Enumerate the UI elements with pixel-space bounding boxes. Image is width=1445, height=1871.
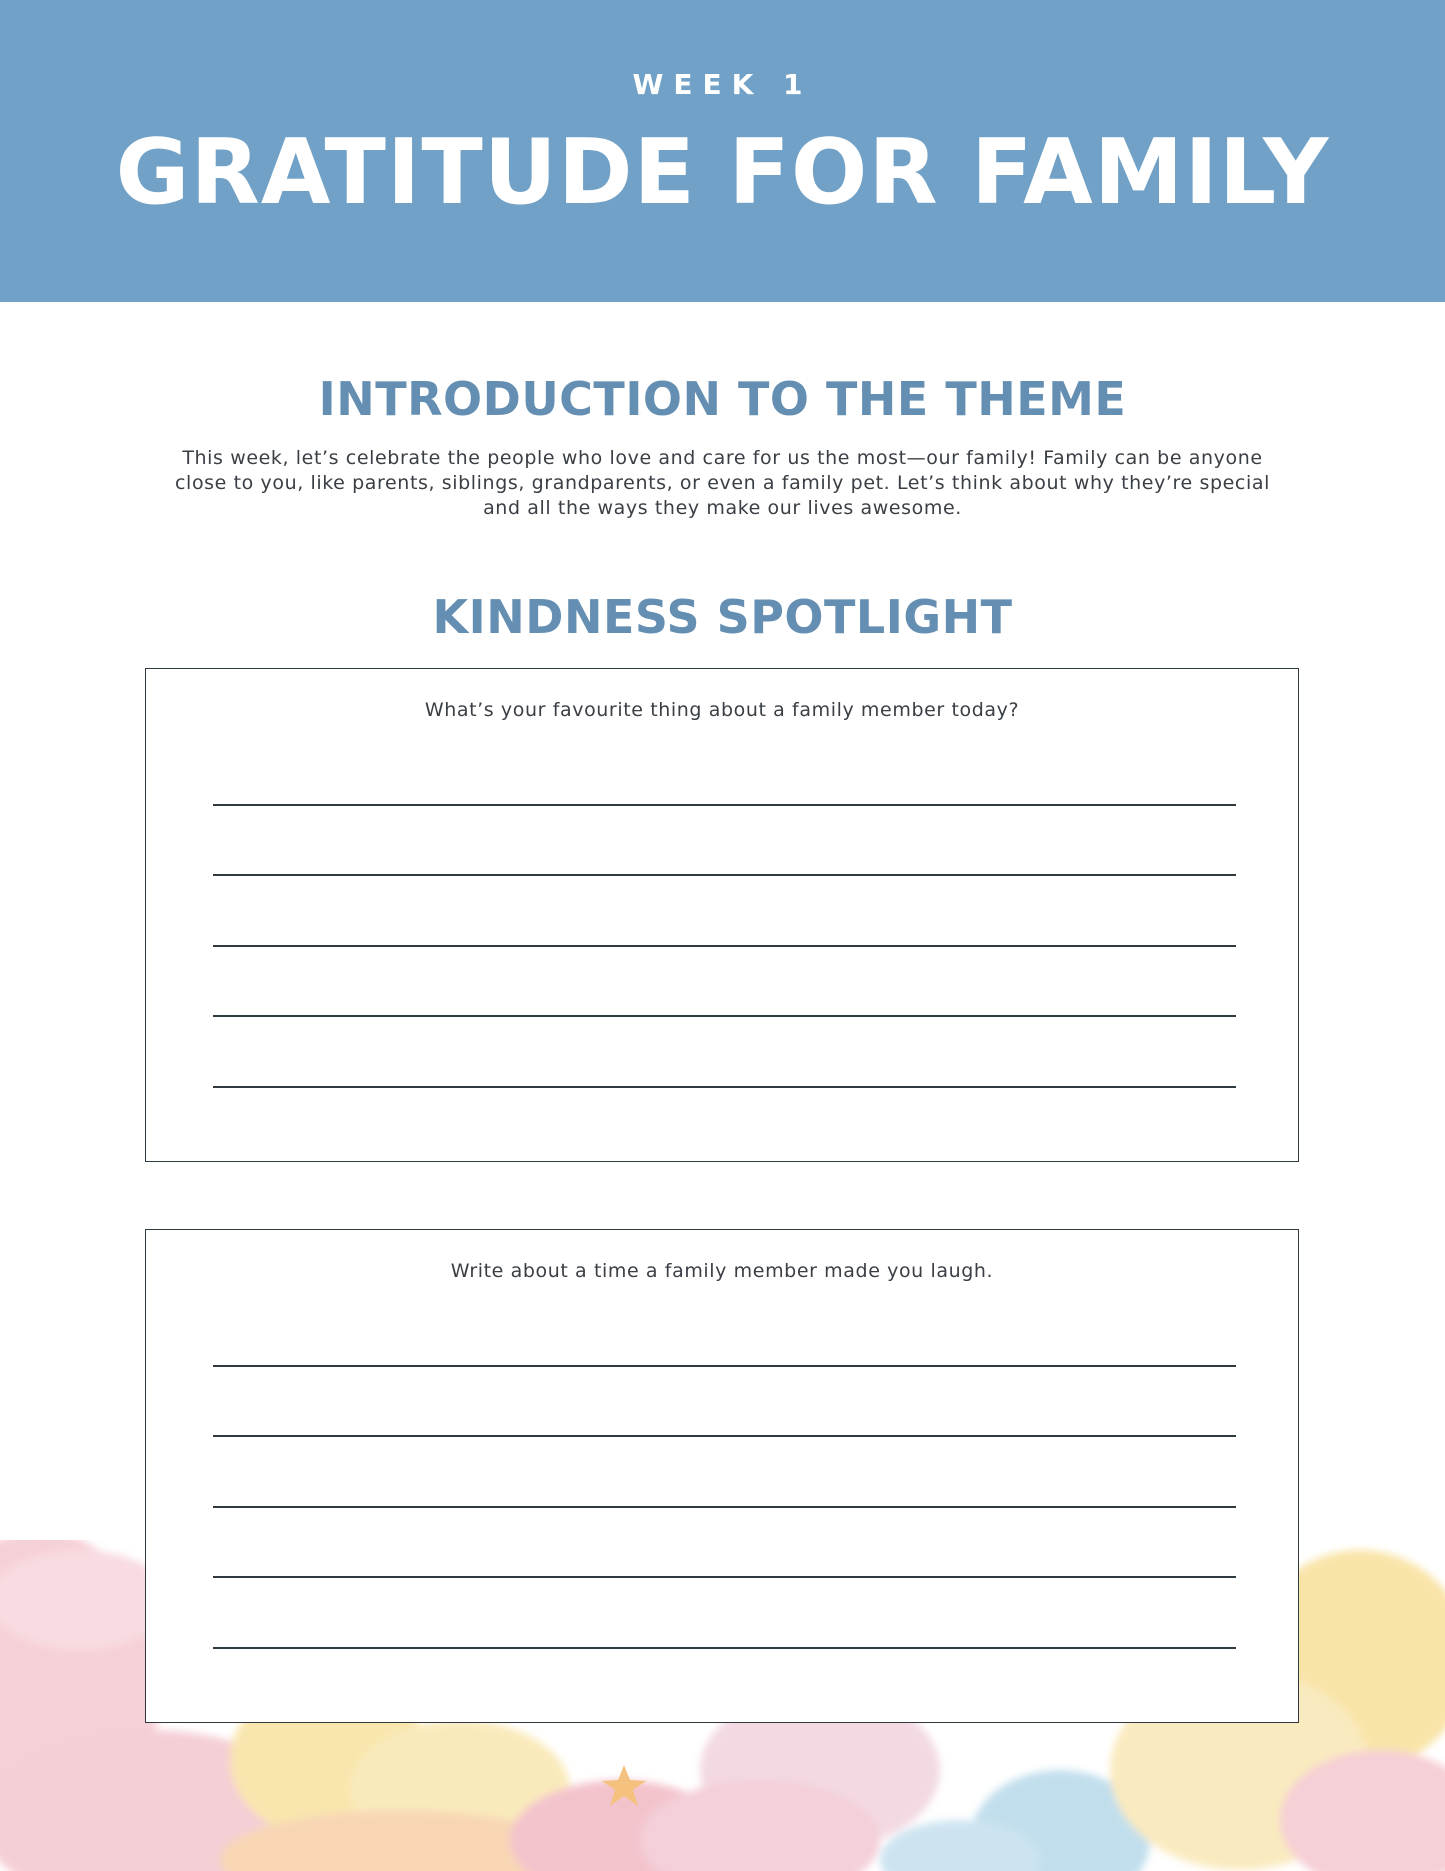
week-label: WEEK 1 <box>632 68 813 101</box>
writing-box-2 <box>145 1229 1299 1723</box>
introduction-heading: INTRODUCTION TO THE THEME <box>318 372 1127 426</box>
writing-box-1 <box>145 668 1299 1162</box>
page-title: GRATITUDE FOR FAMILY <box>115 120 1330 225</box>
writing-prompt-2: Write about a time a family member made you laugh. <box>450 1260 994 1282</box>
writing-line[interactable] <box>213 1647 1236 1649</box>
kindness-spotlight-heading: KINDNESS SPOTLIGHT <box>432 590 1013 644</box>
writing-line[interactable] <box>213 1506 1236 1508</box>
writing-line[interactable] <box>213 945 1236 947</box>
writing-prompt-1: What’s your favourite thing about a family member today? <box>424 699 1020 721</box>
writing-line[interactable] <box>213 1015 1236 1017</box>
writing-line[interactable] <box>213 874 1236 876</box>
writing-line[interactable] <box>213 1576 1236 1578</box>
writing-line[interactable] <box>213 1435 1236 1437</box>
introduction-body: This week, let’s celebrate the people who love and care for us the most—our family! Family can be anyone close to you, like parents, siblings, grandparents, or even a family pet. Let’s think about why they’re special and all the ways they make our lives awesome. <box>175 447 1270 519</box>
writing-line[interactable] <box>213 804 1236 806</box>
header-banner <box>0 0 1445 302</box>
writing-line[interactable] <box>213 1365 1236 1367</box>
writing-line[interactable] <box>213 1086 1236 1088</box>
